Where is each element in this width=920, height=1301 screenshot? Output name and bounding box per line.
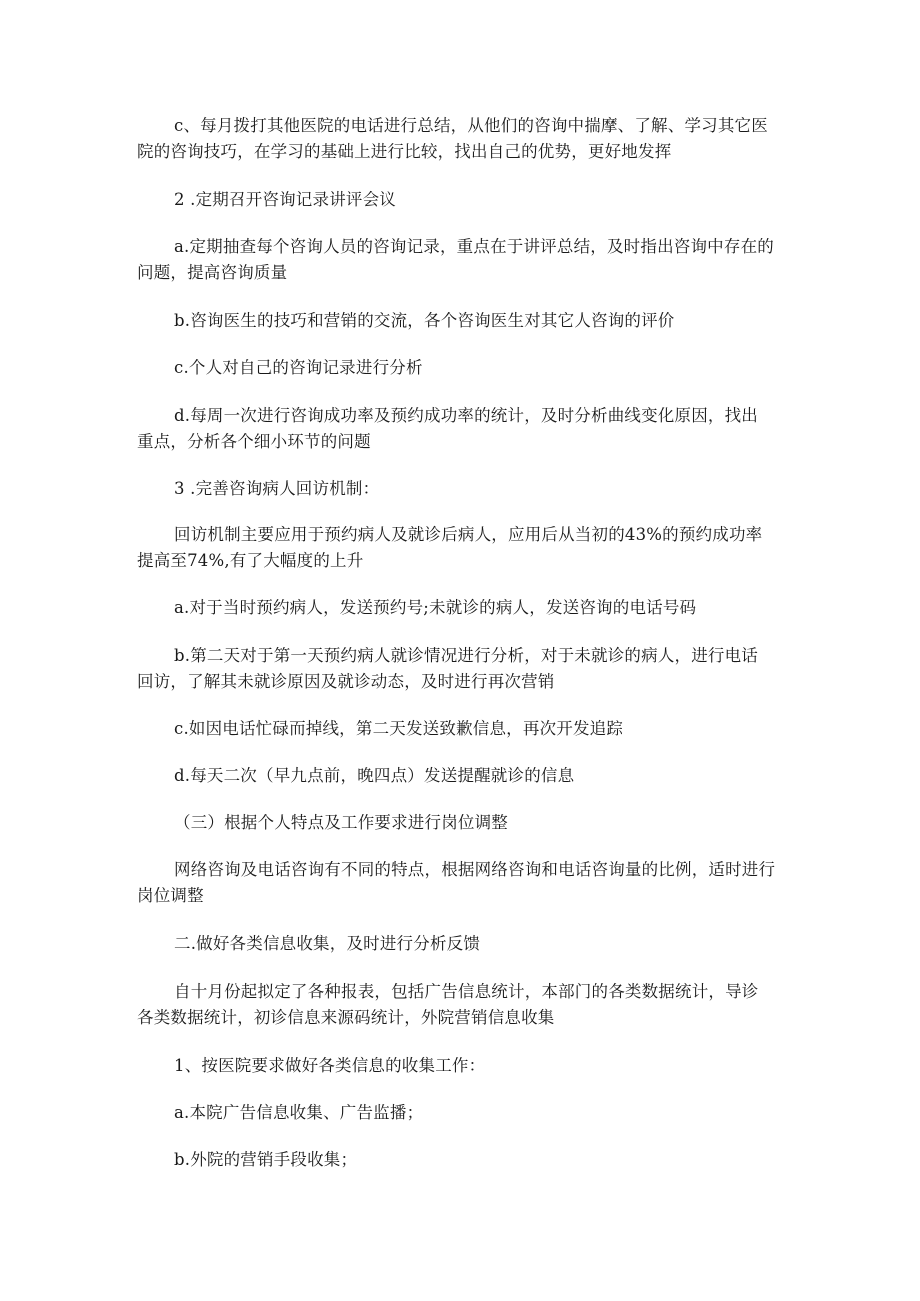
text-line: 3 .完善咨询病人回访机制： xyxy=(174,479,380,498)
paragraph-position-adjust xyxy=(137,857,794,909)
text-line: 各类数据统计，初诊信息来源码统计，外院营销信息收集 xyxy=(137,1008,555,1027)
text-line: 院的咨询技巧，在学习的基础上进行比较，找出自己的优势，更好地发挥 xyxy=(137,142,672,161)
text-line: c.如因电话忙碌而掉线，第二天发送致歉信息，再次开发追踪 xyxy=(174,719,624,738)
paragraph-3c xyxy=(174,716,794,742)
text-line: 1、按医院要求做好各类信息的收集工作： xyxy=(174,1056,486,1075)
text-line: c.个人对自己的咨询记录进行分析 xyxy=(174,358,423,377)
text-line: b.外院的营销手段收集； xyxy=(174,1150,358,1169)
text-line: 问题，提高咨询质量 xyxy=(137,263,288,282)
paragraph-2d xyxy=(137,403,794,455)
text-line: 岗位调整 xyxy=(137,886,204,905)
paragraph-2c xyxy=(174,355,794,381)
paragraph-2b xyxy=(174,308,794,334)
section-heading-3 xyxy=(174,810,794,836)
text-line: b.第二天对于第一天预约病人就诊情况进行分析，对于未就诊的病人，进行电话 xyxy=(174,646,759,665)
paragraph-3a xyxy=(174,595,794,621)
text-line: a.本院广告信息收集、广告监播； xyxy=(174,1103,424,1122)
text-line: 重点，分析各个细小环节的问题 xyxy=(137,432,371,451)
heading-2 xyxy=(174,187,794,213)
text-line: 回访机制主要应用于预约病人及就诊后病人，应用后从当初的43%的预约成功率 xyxy=(174,525,763,544)
paragraph-3d xyxy=(174,763,794,789)
paragraph-3b xyxy=(137,643,794,695)
text-line: 2 .定期召开咨询记录讲评会议 xyxy=(174,190,396,209)
text-line: 二.做好各类信息收集，及时进行分析反馈 xyxy=(174,934,481,953)
text-line: 自十月份起拟定了各种报表，包括广告信息统计，本部门的各类数据统计，导诊 xyxy=(174,982,759,1001)
heading-3 xyxy=(174,476,794,502)
text-line: a.定期抽查每个咨询人员的咨询记录，重点在于讲评总结，及时指出咨询中存在的 xyxy=(174,237,774,256)
text-line: d.每天二次（早九点前，晚四点）发送提醒就诊的信息 xyxy=(174,766,575,785)
paragraph-info-a xyxy=(174,1100,794,1126)
section-heading-two xyxy=(174,931,794,957)
paragraph-info-b xyxy=(174,1147,794,1173)
text-line: c、每月拨打其他医院的电话进行总结，从他们的咨询中揣摩、了解、学习其它医 xyxy=(174,116,768,135)
heading-info-collection xyxy=(174,1053,794,1079)
paragraph-reports xyxy=(137,979,794,1031)
text-line: d.每周一次进行咨询成功率及预约成功率的统计，及时分析曲线变化原因，找出 xyxy=(174,406,759,425)
text-line: （三）根据个人特点及工作要求进行岗位调整 xyxy=(174,813,508,832)
paragraph-3-intro xyxy=(137,522,794,574)
paragraph-2a xyxy=(137,234,794,286)
text-line: 网络咨询及电话咨询有不同的特点，根据网络咨询和电话咨询量的比例，适时进行 xyxy=(174,860,776,879)
paragraph-1 xyxy=(137,113,794,165)
text-line: 提高至74%,有了大幅度的上升 xyxy=(137,551,364,570)
text-line: a.对于当时预约病人，发送预约号;未就诊的病人，发送咨询的电话号码 xyxy=(174,598,697,617)
text-line: 回访，了解其未就诊原因及就诊动态，及时进行再次营销 xyxy=(137,672,555,691)
text-line: b.咨询医生的技巧和营销的交流，各个咨询医生对其它人咨询的评价 xyxy=(174,311,675,330)
